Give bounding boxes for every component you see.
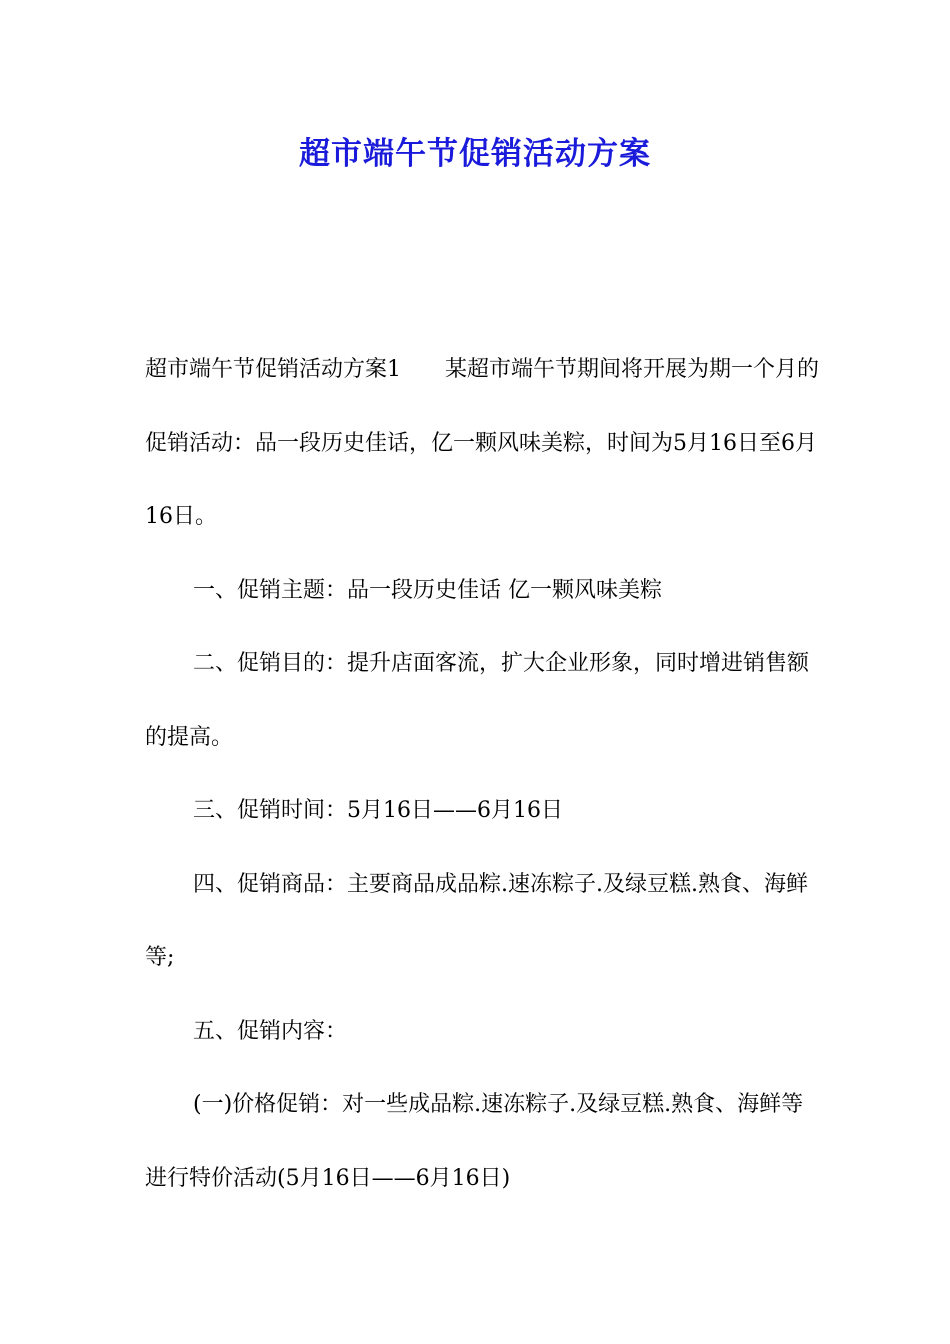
paragraph-time: 三、促销时间：5月16日——6月16日: [193, 798, 563, 823]
document-body: [145, 333, 825, 1215]
document-title: 超市端午节促销活动方案: [299, 136, 651, 172]
paragraph-purpose: 二、促销目的：提升店面客流，扩大企业形象，同时增进销售额的提高。: [145, 651, 810, 750]
paragraph-products: 四、促销商品：主要商品成品粽.速冻粽子.及绿豆糕.熟食、海鲜等;: [145, 871, 808, 970]
paragraph-theme: 一、促销主题：品一段历史佳话 亿一颗风味美粽: [193, 577, 662, 603]
paragraph-intro: 超市端午节促销活动方案1 某超市端午节期间将开展为期一个月的促销活动：品一段历史佳话，亿一颗风味美粽，时间为5月16日至6月16日。: [145, 357, 819, 529]
paragraph-content: 五、促销内容：: [193, 1018, 348, 1044]
paragraph-price-promo: (一)价格促销：对一些成品粽.速冻粽子.及绿豆糕.熟食、海鲜等进行特价活动(5月16日——6月16日): [145, 1092, 804, 1191]
